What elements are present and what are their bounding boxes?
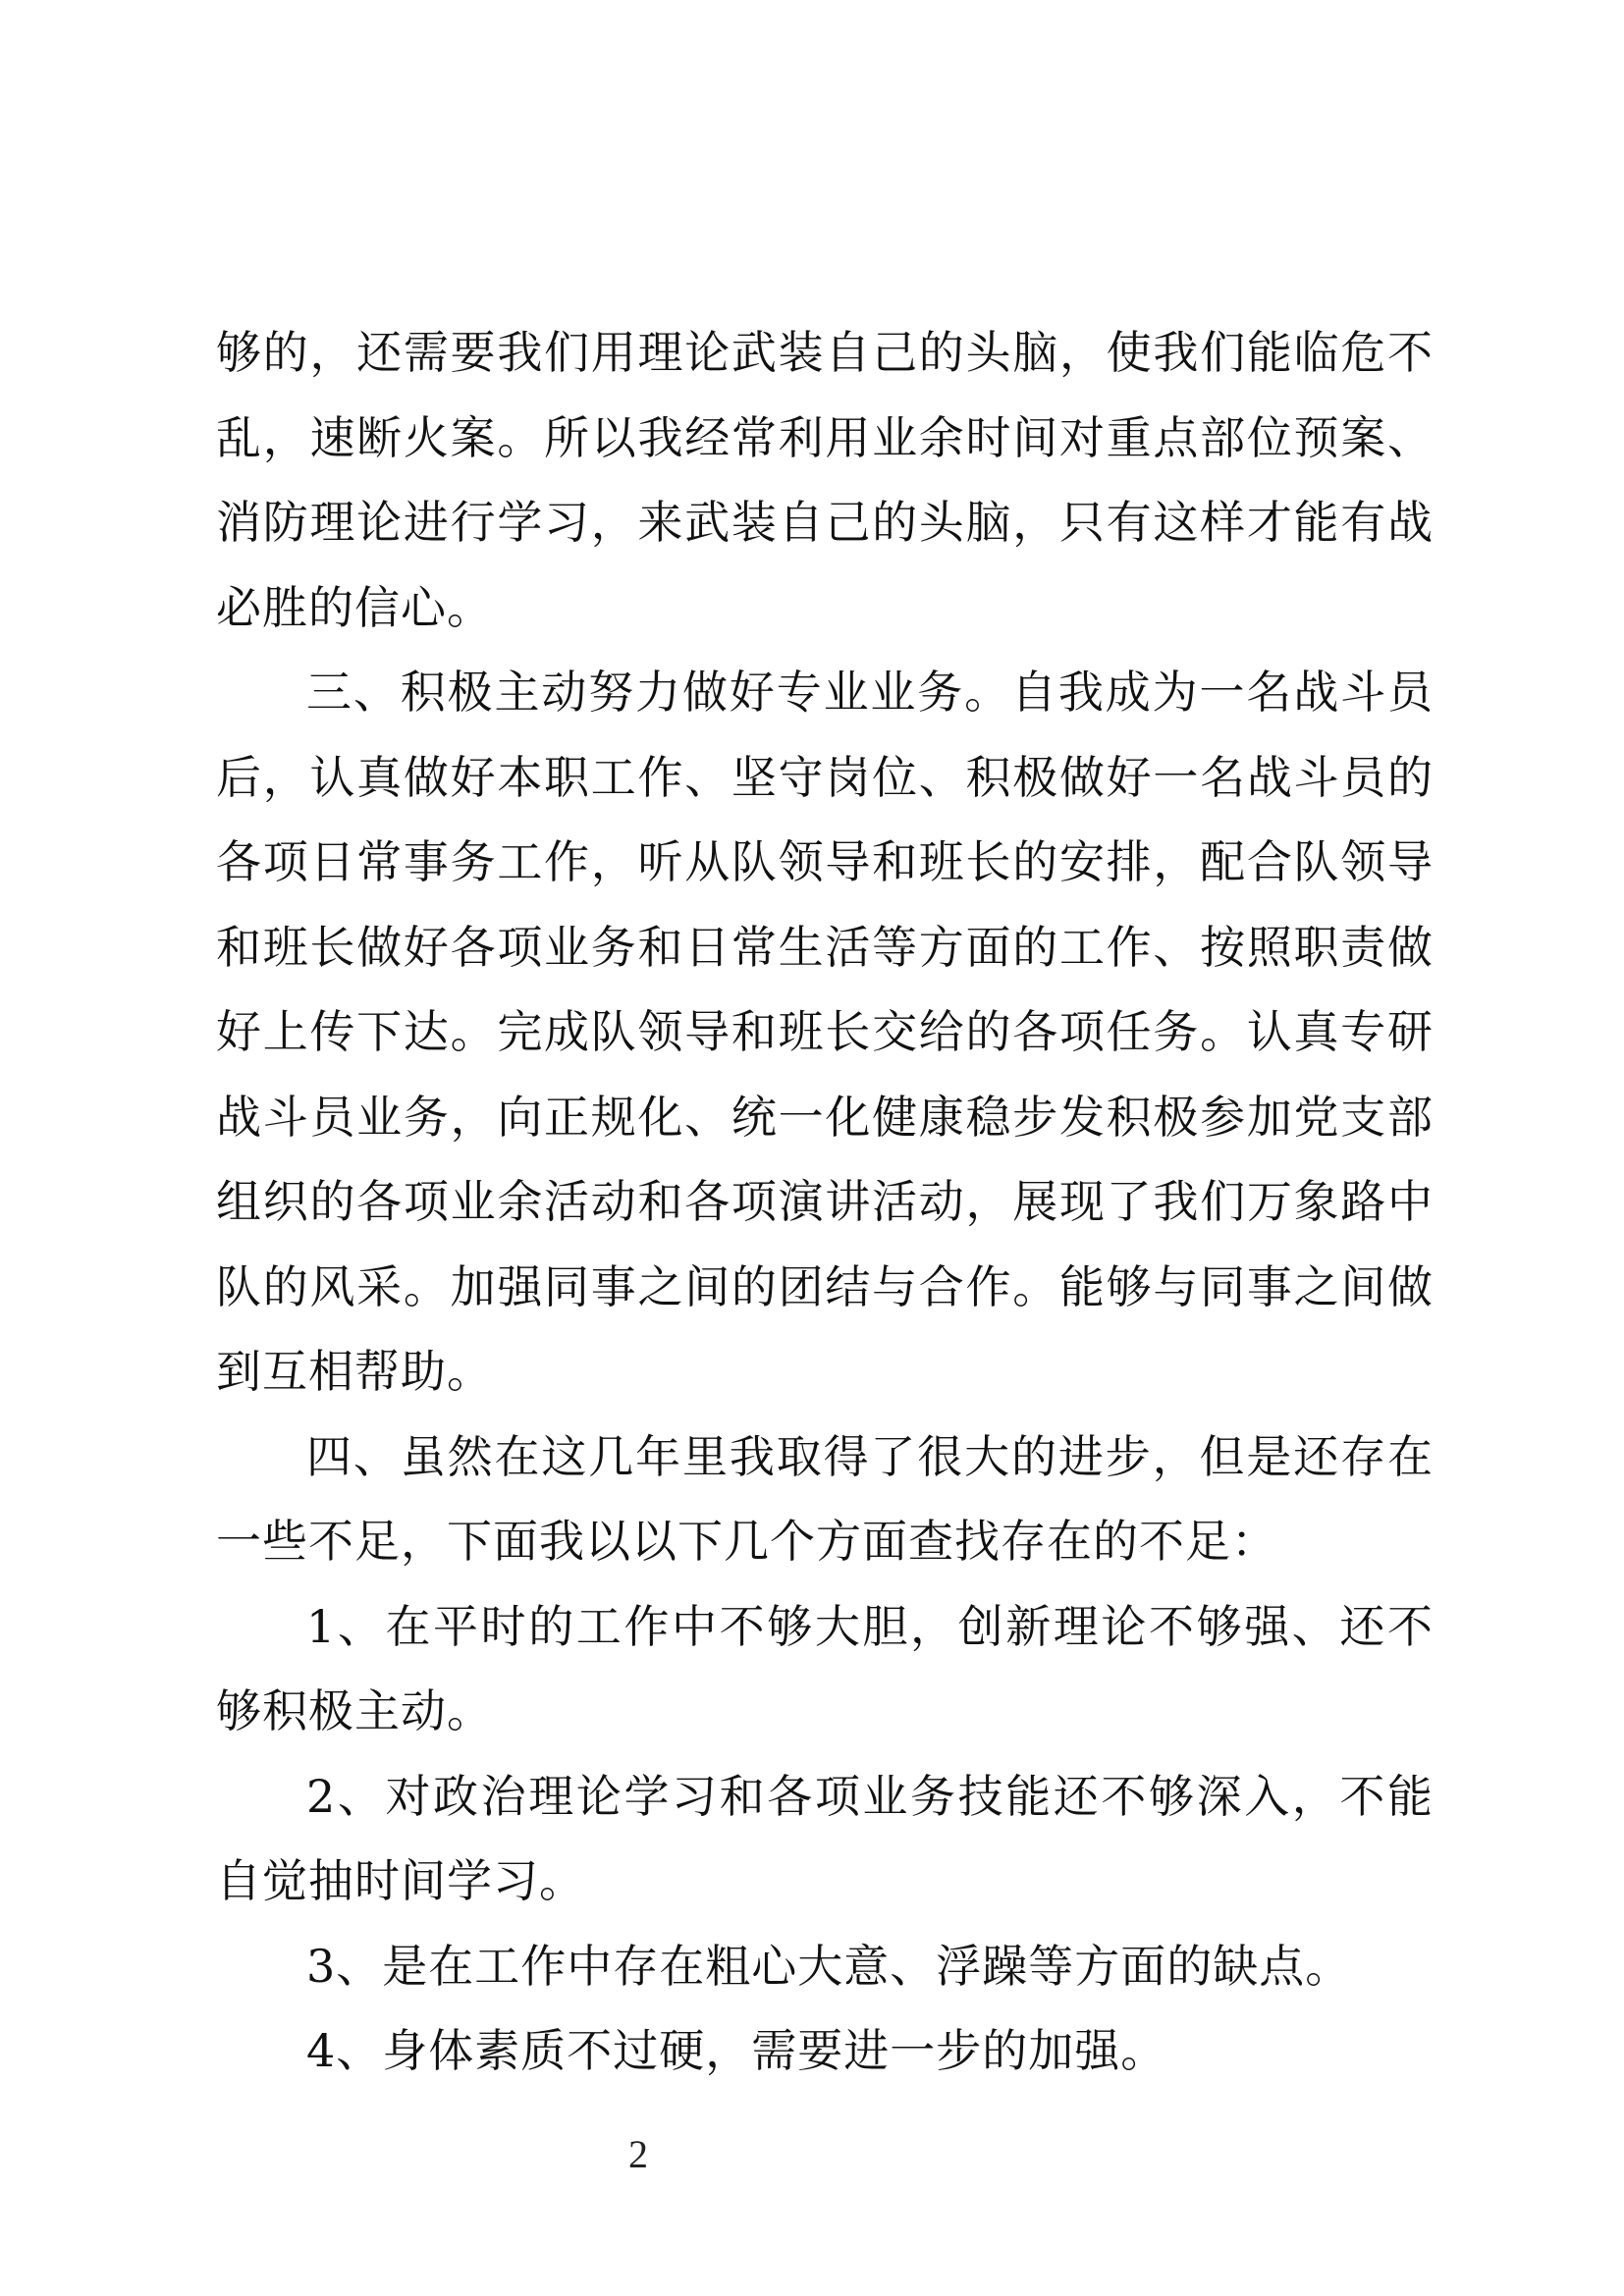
shortcoming-item-2: 2、对政治理论学习和各项业务技能还不够深入，不能自觉抽时间学习。 xyxy=(216,1769,1434,1907)
paragraph-section-three: 三、积极主动努力做好专业业务。自我成为一名战斗员后，认真做好本职工作、坚守岗位、积极做好一名战斗员的各项日常事务工作，听从队领导和班长的安排，配合队领导和班长做好各项业务和日常生活等方面的工作、按照职责做好上传下达。完成队领导和班长交给的各项任务。认真专研战斗员业务，向正规化、统一化健康稳步发积极参加党支部组织的各项业余活动和各项演讲活动，展现了我们万象路中队的风采。加强同事之间的团结与合作。能够与同事之间做到互相帮助。 xyxy=(216,666,1434,1398)
shortcoming-item-3: 3、是在工作中存在粗心大意、浮躁等方面的缺点。 xyxy=(306,1939,1352,1993)
shortcoming-item-4: 4、身体素质不过硬，需要进一步的加强。 xyxy=(306,2024,1167,2077)
page-number: 2 xyxy=(628,2132,648,2176)
paragraph-section-four: 四、虽然在这几年里我取得了很大的进步，但是还存在一些不足，下面我以以下几个方面查找存在的不足： xyxy=(216,1429,1434,1568)
paragraph-continuation: 够的，还需要我们用理论武装自己的头脑，使我们能临危不乱，速断火案。所以我经常利用业余时间对重点部位预案、消防理论进行学习，来武装自己的头脑，只有这样才能有战必胜的信心。 xyxy=(216,326,1434,634)
body-text xyxy=(216,310,1434,2094)
shortcoming-item-1: 1、在平时的工作中不够大胆，创新理论不够强、还不够积极主动。 xyxy=(216,1599,1434,1737)
